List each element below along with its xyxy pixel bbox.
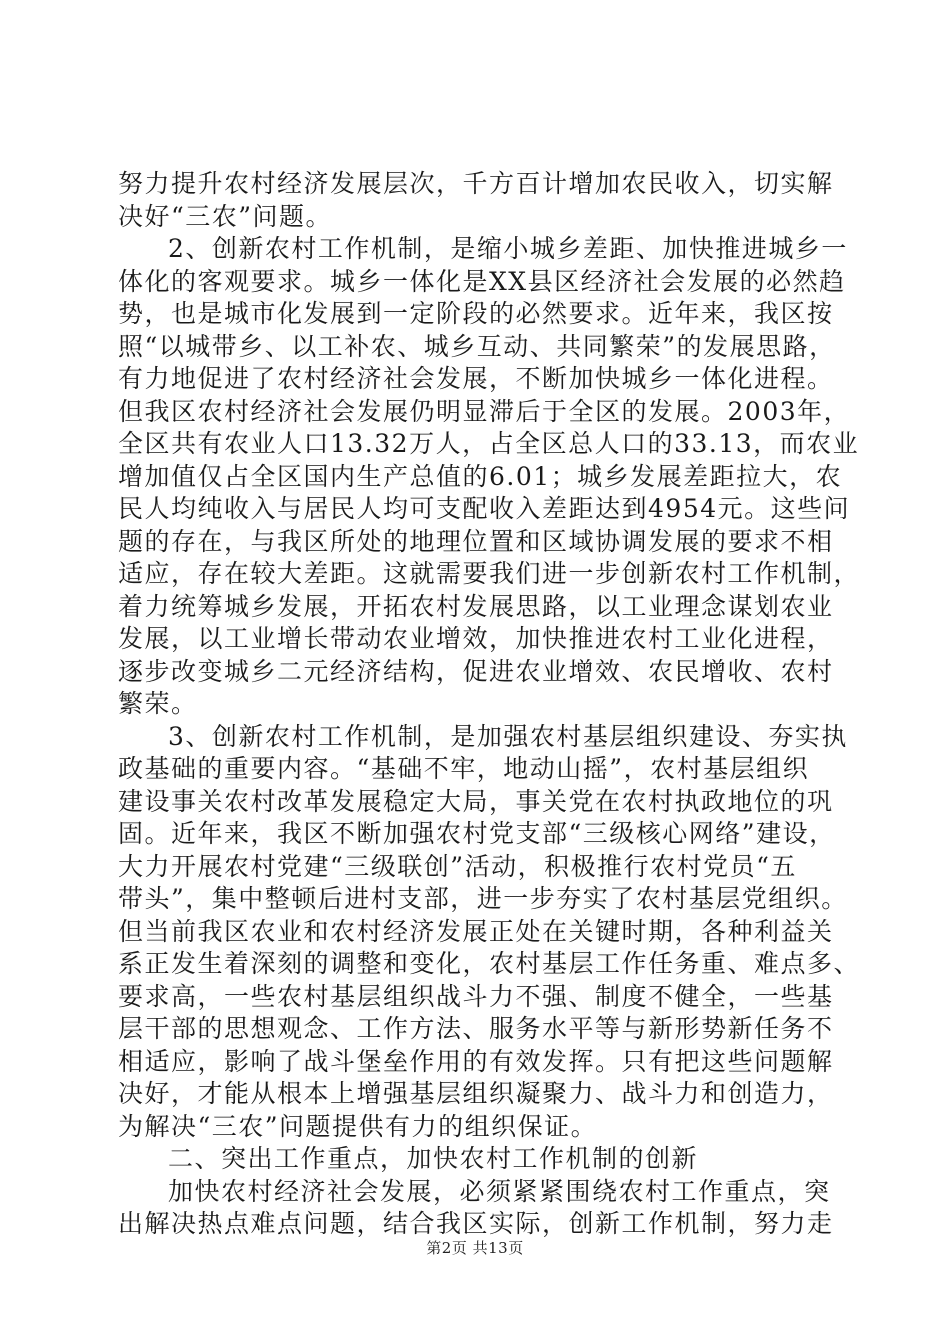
text-line: 努力提升农村经济发展层次，千方百计增加农民收入，切实解	[118, 169, 834, 198]
text-line: 照“以城带乡、以工补农、城乡互动、共同繁荣”的发展思路，	[118, 331, 836, 361]
text-line: 但当前我区农业和农村经济发展正处在关键时期，各种利益关	[118, 916, 834, 946]
text-line: 建设事关农村改革发展稳定大局，事关党在农村执政地位的巩	[118, 786, 834, 816]
text-line: 势，也是城市化发展到一定阶段的必然要求。近年来，我区按	[118, 299, 834, 328]
text-line: 为解决“三农”问题提供有力的组织保证。	[118, 1111, 598, 1141]
section-heading: 二、突出工作重点，加快农村工作机制的创新	[168, 1144, 699, 1173]
text-line: 题的存在，与我区所处的地理位置和区域协调发展的要求不相	[118, 526, 834, 556]
text-line: 决好，才能从根本上增强基层组织凝聚力、战斗力和创造力，	[118, 1079, 834, 1108]
text-line: 逐步改变城乡二元经济结构，促进农业增效、农民增收、农村	[118, 656, 834, 686]
paragraph-start-line: 3、创新农村工作机制，是加强农村基层组织建设、夯实执	[168, 721, 848, 751]
text-line: 发展，以工业增长带动农业增效，加快推进农村工业化进程，	[118, 624, 834, 653]
text-line: 要求高，一些农村基层组织战斗力不强、制度不健全，一些基	[118, 981, 834, 1011]
text-line: 体化的客观要求。城乡一体化是XX县区经济社会发展的必然趋	[118, 266, 846, 296]
text-line: 带头”，集中整顿后进村支部，进一步夯实了农村基层党组织。	[118, 884, 848, 913]
text-line: 系正发生着深刻的调整和变化，农村基层工作任务重、难点多、	[118, 949, 861, 978]
text-line: 出解决热点难点问题，结合我区实际，创新工作机制，努力走	[118, 1209, 834, 1238]
paragraph-start-line: 加快农村经济社会发展，必须紧紧围绕农村工作重点，突	[168, 1176, 831, 1206]
text-line: 但我区农村经济社会发展仍明显滞后于全区的发展。2003年，	[118, 396, 851, 426]
text-line: 繁荣。	[118, 689, 198, 718]
text-line: 政基础的重要内容。“基础不牢，地动山摇”，农村基层组织	[118, 754, 810, 783]
text-line: 固。近年来，我区不断加强农村党支部“三级核心网络”建设，	[118, 819, 836, 848]
document-body	[118, 168, 861, 1241]
text-line: 全区共有农业人口13.32万人，占全区总人口的33.13，而农业	[118, 429, 860, 458]
paragraph-start-line: 2、创新农村工作机制，是缩小城乡差距、加快推进城乡一	[168, 234, 848, 263]
text-line: 决好“三农”问题。	[118, 201, 333, 231]
text-line: 适应，存在较大差距。这就需要我们进一步创新农村工作机制，	[118, 559, 861, 588]
text-line: 大力开展农村党建“三级联创”活动，积极推行农村党员“五	[118, 851, 797, 881]
text-line: 有力地促进了农村经济社会发展，不断加快城乡一体化进程。	[118, 364, 834, 393]
text-line: 增加值仅占全区国内生产总值的6.01；城乡发展差距拉大，农	[118, 461, 843, 491]
text-line: 民人均纯收入与居民人均可支配收入差距达到4954元。这些问	[118, 494, 851, 523]
text-line: 相适应，影响了战斗堡垒作用的有效发挥。只有把这些问题解	[118, 1046, 834, 1076]
text-line: 层干部的思想观念、工作方法、服务水平等与新形势新任务不	[118, 1014, 834, 1043]
page-number-footer: 第2页 共13页	[426, 1239, 524, 1257]
text-line: 着力统筹城乡发展，开拓农村发展思路，以工业理念谋划农业	[118, 591, 834, 621]
